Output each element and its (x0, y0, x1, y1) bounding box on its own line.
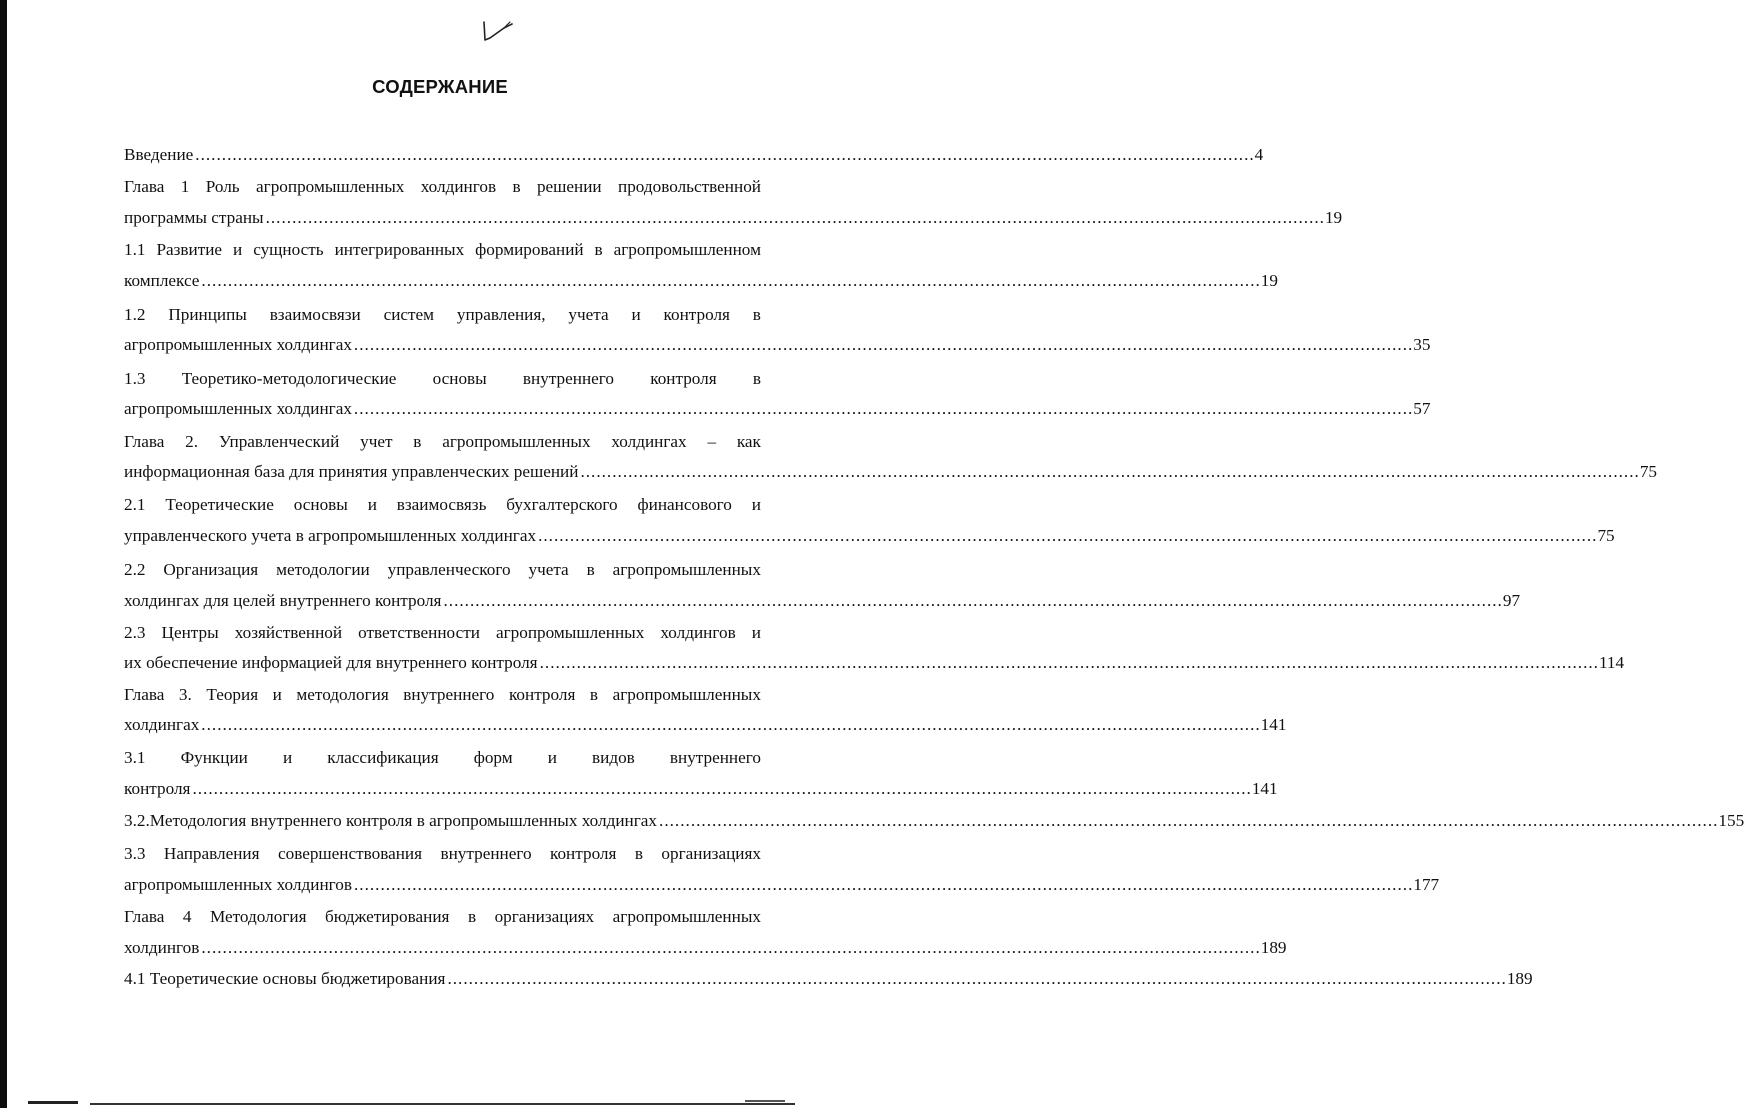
toc-entry-first-line: 2.1 Теоретические основы и взаимосвязь бухгалтерского финансового и (124, 495, 761, 514)
toc-entry-first-line: 3.1 Функции и классификация форм и видов внутреннего (124, 748, 761, 767)
toc-entry-text: холдингов (124, 938, 200, 957)
toc-entry-text: агропромышленных холдингах (124, 335, 352, 354)
toc-entry-first-line: 1.3 Теоретико-методологические основы внутреннего контроля в (124, 369, 761, 388)
toc-page-number: 141 (1260, 715, 1287, 734)
toc-entry-last-line (124, 270, 1278, 292)
toc-page-number: 75 (1597, 526, 1615, 545)
toc-entry-last-line (124, 590, 1521, 612)
toc-leader-dots: ........................................................................................................................................................................................................ (580, 462, 1640, 481)
toc-entry-text: комплексе (124, 271, 200, 290)
toc-entry-first-line: 2.3 Центры хозяйственной ответственности агропромышленных холдингов и (124, 623, 761, 642)
toc-leader-dots: ........................................................................................................................................................................................................ (201, 271, 1261, 290)
toc-entry-first-line: 1.1 Развитие и сущность интегрированных формирований в агропромышленном (124, 240, 761, 259)
scan-bottom-mark (28, 1101, 78, 1104)
toc-entry-last-line (124, 461, 1657, 483)
toc-entry-text: информационная база для принятия управленческих решений (124, 462, 579, 481)
toc-leader-dots: ........................................................................................................................................................................................................ (195, 145, 1255, 164)
toc-entry-first-line: 2.2 Организация методологии управленческого учета в агропромышленных (124, 560, 761, 579)
toc-entry-last-line (124, 652, 1625, 674)
toc-leader-dots: ........................................................................................................................................................................................................ (353, 875, 1414, 894)
toc-entry-text: управленческого учета в агропромышленных холдингах (124, 526, 537, 545)
toc-leader-dots: ........................................................................................................................................................................................................ (447, 969, 1507, 988)
toc-leader-dots: ........................................................................................................................................................................................................ (265, 208, 1325, 227)
toc-entry-first-line: Глава 2. Управленческий учет в агропромышленных холдингах – как (124, 432, 761, 451)
toc-page-number: 189 (1260, 938, 1287, 957)
toc-entry-text: 4.1 Теоретические основы бюджетирования (124, 969, 446, 988)
toc-page-number: 19 (1260, 271, 1278, 290)
toc-entry-first-line: Глава 1 Роль агропромышленных холдингов в решении продовольственной (124, 177, 761, 196)
toc-leader-dots: ........................................................................................................................................................................................................ (353, 335, 1414, 354)
toc-page-number: 155 (1718, 811, 1744, 830)
scan-left-edge (0, 0, 7, 1108)
toc-leader-dots: ........................................................................................................................................................................................................ (659, 811, 1719, 830)
toc-page-number: 4 (1254, 145, 1264, 164)
toc-page-number: 114 (1598, 653, 1625, 672)
toc-entry-first-line: 1.2 Принципы взаимосвязи систем управления, учета и контроля в (124, 305, 761, 324)
toc-leader-dots: ........................................................................................................................................................................................................ (538, 526, 1598, 545)
toc-leader-dots: ........................................................................................................................................................................................................ (353, 399, 1414, 418)
toc-entry-first-line: Глава 4 Методология бюджетирования в организациях агропромышленных (124, 907, 761, 926)
toc-leader-dots: ........................................................................................................................................................................................................ (201, 715, 1261, 734)
toc-leader-dots: ........................................................................................................................................................................................................ (443, 591, 1503, 610)
toc-entry-last-line (124, 874, 1440, 896)
toc-entry-last-line (124, 207, 1343, 229)
toc-page-number: 97 (1502, 591, 1521, 610)
toc-entry-text: их обеспечение информацией для внутреннего контроля (124, 653, 538, 672)
toc-entry-text: агропромышленных холдингах (124, 399, 352, 418)
toc-page-number: 177 (1413, 875, 1440, 894)
page-title: СОДЕРЖАНИЕ (372, 76, 508, 97)
toc-entry-last-line (124, 334, 1431, 356)
toc-page-number: 75 (1639, 462, 1657, 481)
toc-entry-text: холдингах для целей внутреннего контроля (124, 591, 442, 610)
toc-entry-last-line (124, 968, 1533, 990)
toc-entry-text: 3.2.Методология внутреннего контроля в агропромышленных холдингах (124, 811, 658, 830)
toc-page-number: 141 (1251, 779, 1278, 798)
toc-leader-dots: ........................................................................................................................................................................................................ (539, 653, 1599, 672)
toc-entry-last-line (124, 144, 1264, 166)
toc-entry-text: агропромышленных холдингов (124, 875, 352, 894)
scan-bottom-mark-right (745, 1100, 785, 1102)
handwritten-mark-icon (478, 18, 518, 46)
toc-entry-last-line (124, 810, 1744, 832)
toc-entry-first-line: Глава 3. Теория и методология внутреннего контроля в агропромышленных (124, 685, 761, 704)
toc-entry-text: программы страны (124, 208, 264, 227)
toc-entry-text: контроля (124, 779, 191, 798)
toc-entry-last-line (124, 525, 1615, 547)
toc-page-number: 19 (1324, 208, 1343, 227)
toc-leader-dots: ........................................................................................................................................................................................................ (192, 779, 1252, 798)
toc-page-number: 189 (1506, 969, 1533, 988)
toc-entry-last-line (124, 937, 1287, 959)
toc-entry-last-line (124, 778, 1278, 800)
toc-entry-text: Введение (124, 145, 194, 164)
toc-page-number: 35 (1413, 335, 1431, 354)
toc-leader-dots: ........................................................................................................................................................................................................ (201, 938, 1261, 957)
toc-entry-last-line (124, 398, 1431, 420)
toc-page-number: 57 (1413, 399, 1431, 418)
toc-entry-text: холдингах (124, 715, 200, 734)
scan-bottom-line (90, 1103, 795, 1105)
toc-entry-first-line: 3.3 Направления совершенствования внутреннего контроля в организациях (124, 844, 761, 863)
toc-entry-last-line (124, 714, 1287, 736)
